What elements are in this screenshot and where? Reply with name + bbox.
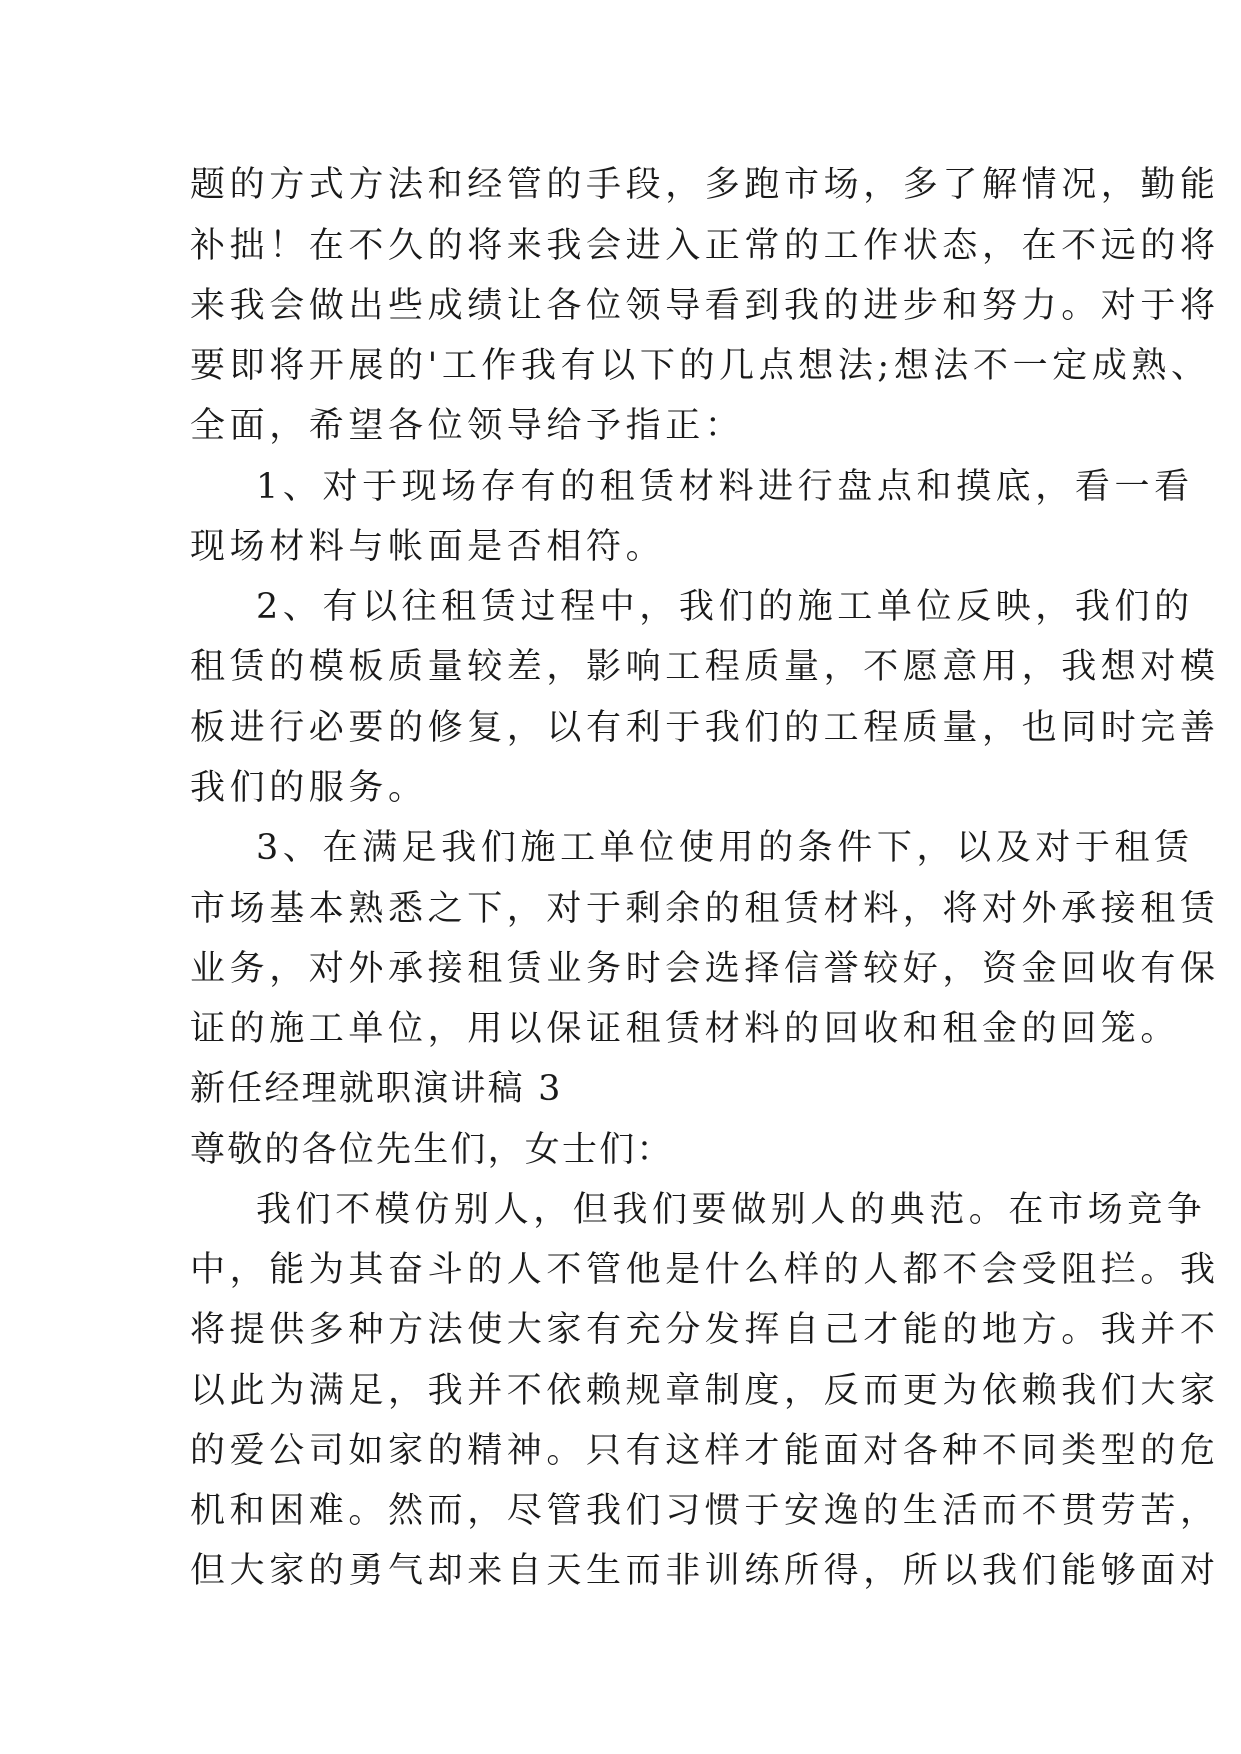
text-line: 2、有以往租赁过程中，我们的施工单位反映，我们的: [256, 587, 1194, 627]
text-line: 板进行必要的修复，以有利于我们的工程质量，也同时完善: [190, 708, 1220, 748]
text-line: 机和困难。然而，尽管我们习惯于安逸的生活而不贯劳苦，: [190, 1491, 1220, 1531]
salutation: 尊敬的各位先生们，女士们：: [190, 1130, 674, 1170]
text-line: 3、在满足我们施工单位使用的条件下，以及对于租赁: [256, 828, 1194, 868]
text-line: 证的施工单位，用以保证租赁材料的回收和租金的回笼。: [190, 1009, 1181, 1049]
text-line: 中，能为其奋斗的人不管他是什么样的人都不会受阻拦。我: [190, 1250, 1220, 1290]
text-line: 题的方式方法和经管的手段，多跑市场，多了解情况，勤能: [190, 165, 1220, 205]
text-line: 将提供多种方法使大家有充分发挥自己才能的地方。我并不: [190, 1310, 1220, 1350]
text-line: 要即将开展的'工作我有以下的几点想法;想法不一定成熟、: [190, 346, 1211, 386]
text-line: 我们不模仿别人，但我们要做别人的典范。在市场竞争: [256, 1190, 1207, 1230]
text-line: 但大家的勇气却来自天生而非训练所得，所以我们能够面对: [190, 1551, 1220, 1591]
text-line: 业务，对外承接租赁业务时会选择信誉较好，资金回收有保: [190, 949, 1220, 989]
section-heading: 新任经理就职演讲稿 3: [190, 1069, 563, 1109]
text-line: 以此为满足，我并不依赖规章制度，反而更为依赖我们大家: [190, 1371, 1220, 1411]
text-line: 1、对于现场存有的租赁材料进行盘点和摸底，看一看: [256, 467, 1194, 507]
text-line: 补拙！在不久的将来我会进入正常的工作状态，在不远的将: [190, 226, 1220, 266]
text-line: 市场基本熟悉之下，对于剩余的租赁材料，将对外承接租赁: [190, 889, 1220, 929]
text-line: 全面，希望各位领导给予指正：: [190, 406, 745, 446]
text-line: 我们的服务。: [190, 768, 428, 808]
text-line: 的爱公司如家的精神。只有这样才能面对各种不同类型的危: [190, 1431, 1220, 1471]
text-line: 现场材料与帐面是否相符。: [190, 527, 666, 567]
text-line: 来我会做出些成绩让各位领导看到我的进步和努力。对于将: [190, 286, 1220, 326]
text-line: 租赁的模板质量较差，影响工程质量，不愿意用，我想对模: [190, 647, 1220, 687]
